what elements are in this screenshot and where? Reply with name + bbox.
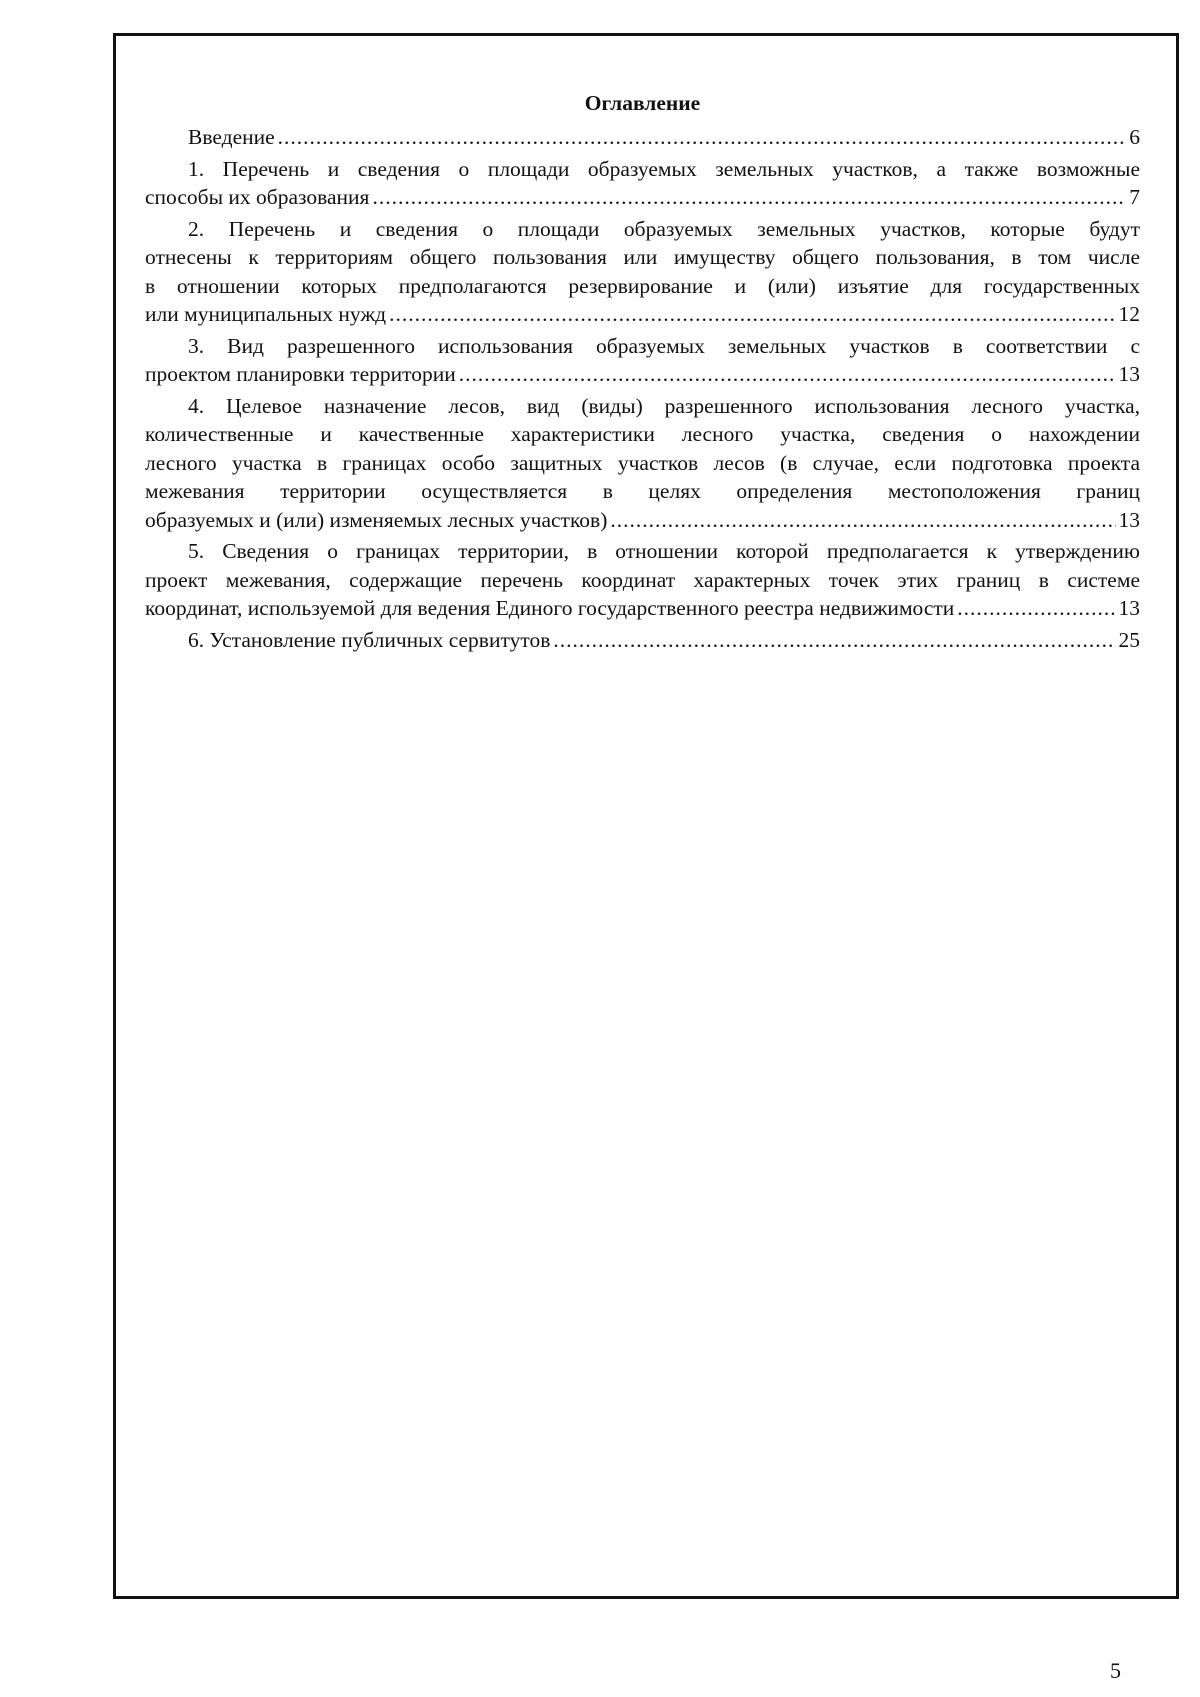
dot-leader	[957, 594, 1115, 623]
toc-entry-leader-line	[145, 626, 1140, 655]
toc-entry-text-line: межевания территории осуществляется в целях определения местоположения границ	[145, 479, 1140, 503]
toc-entry-text-line: в отношении которых предполагаются резервирование и (или) изъятие для государственных	[145, 273, 1140, 298]
toc-entry-text-line: 3. Вид разрешенного использования образуемых земельных участков в соответствии с	[188, 333, 1140, 358]
toc-entry-text-line: 5. Сведения о границах территории, в отношении которой предполагается к утверждению	[188, 539, 1140, 563]
toc-entry[interactable]	[145, 155, 1140, 212]
toc-entry-title: проектом планировки территории	[145, 362, 456, 386]
toc-entry-page-number: 13	[1118, 596, 1140, 620]
toc-entry-title: 6. Установление публичных сервитутов	[188, 627, 551, 652]
toc-entry-title: Введение	[188, 125, 275, 149]
page-number: 5	[1110, 1658, 1121, 1683]
toc-entry-page-number: 7	[1129, 185, 1140, 209]
toc-entry[interactable]	[145, 392, 1140, 535]
toc-entry-title: или муниципальных нужд	[145, 302, 387, 326]
toc-entry[interactable]	[145, 626, 1140, 655]
toc-entry-leader-line	[145, 594, 1140, 623]
dot-leader	[553, 626, 1115, 655]
toc-entry-text-line: 1. Перечень и сведения о площади образуемых земельных участков, а также возможные	[188, 156, 1140, 181]
dot-leader	[459, 360, 1116, 389]
table-of-contents	[145, 88, 1140, 657]
toc-entry-leader-line	[145, 360, 1140, 389]
dot-leader	[389, 300, 1115, 329]
toc-entry[interactable]	[145, 537, 1140, 623]
dot-leader	[278, 123, 1127, 152]
toc-entry-page-number: 25	[1118, 627, 1140, 652]
toc-entry-text-line: 2. Перечень и сведения о площади образуемых земельных участков, которые будут	[188, 216, 1140, 241]
toc-entry-leader-line	[145, 506, 1140, 535]
dot-leader	[372, 183, 1126, 212]
toc-entry-text-line: проект межевания, содержащие перечень координат характерных точек этих границ в системе	[145, 567, 1140, 592]
toc-entry-leader-line	[145, 123, 1140, 152]
toc-entry-leader-line	[145, 183, 1140, 212]
toc-entry-page-number: 13	[1118, 362, 1140, 386]
toc-entry-leader-line	[145, 300, 1140, 329]
toc-entry-text-line: количественные и качественные характеристики лесного участка, сведения о нахождении	[145, 422, 1140, 446]
toc-entry[interactable]	[145, 215, 1140, 329]
toc-entry-text-line: отнесены к территориям общего пользования или имуществу общего пользования, в том числе	[145, 245, 1140, 269]
toc-entry-title: координат, используемой для ведения Единого государственного реестра недвижимости	[145, 596, 955, 620]
toc-entry-page-number: 12	[1118, 302, 1140, 326]
toc-entry[interactable]	[145, 123, 1140, 152]
toc-entry-text-line: лесного участка в границах особо защитных участков лесов (в случае, если подготовка проекта	[145, 450, 1140, 475]
toc-entry-title: образуемых и (или) изменяемых лесных участков)	[145, 507, 608, 532]
dot-leader	[610, 506, 1115, 535]
toc-title: Оглавление	[584, 91, 701, 115]
toc-entry-text-line: 4. Целевое назначение лесов, вид (виды) разрешенного использования лесного участка,	[188, 393, 1140, 418]
toc-entry-page-number: 6	[1129, 125, 1140, 149]
toc-entries	[145, 123, 1140, 654]
toc-entry[interactable]	[145, 332, 1140, 389]
toc-entry-page-number: 13	[1118, 507, 1140, 532]
toc-entry-title: способы их образования	[145, 185, 370, 209]
